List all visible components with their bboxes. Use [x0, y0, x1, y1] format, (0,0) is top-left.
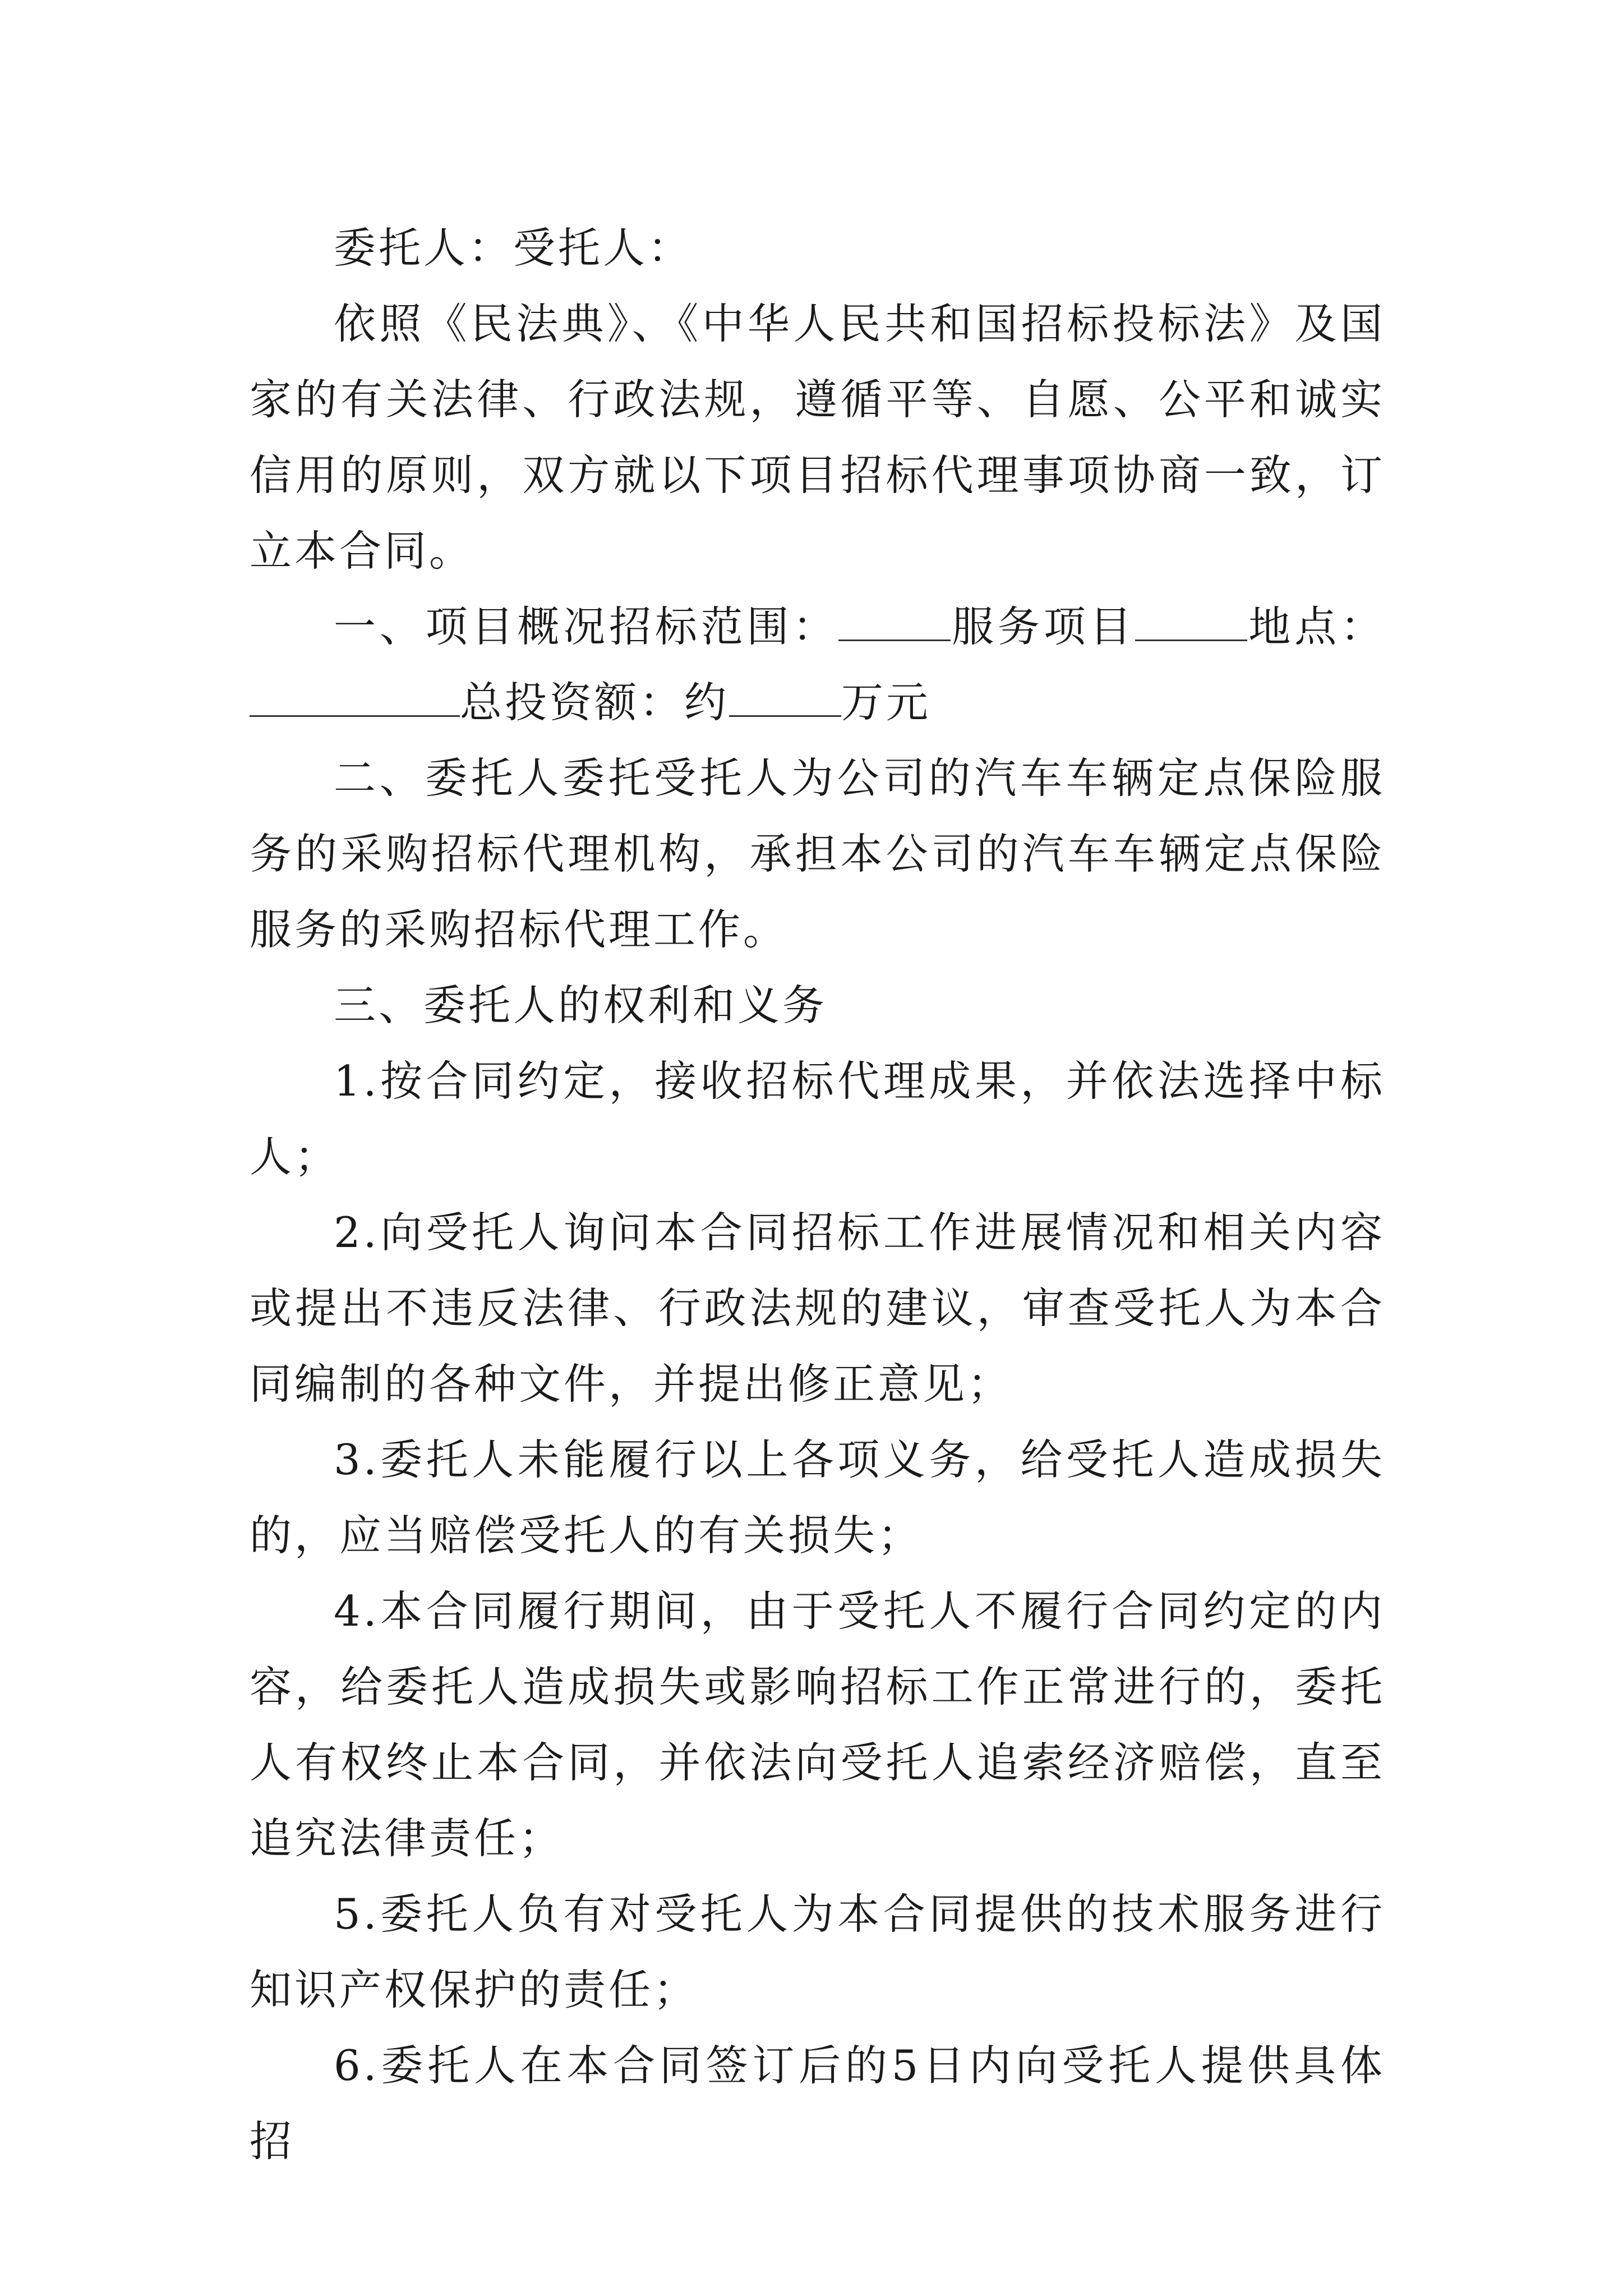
list-item: 1.按合同约定，接收招标代理成果，并依法选择中标人；: [250, 1056, 1385, 1181]
contract-body: [250, 210, 1385, 2179]
list-item: 4.本合同履行期间，由于受托人不履行合同约定的内容，给委托人造成损失或影响招标工作正常进行的，委托人有权终止本合同，并依法向受托人追索经济赔偿，直至追究法律责任；: [250, 1586, 1385, 1863]
service-label: 服务项目: [951, 602, 1136, 651]
blank-field: [838, 596, 951, 641]
blank-field: [1135, 596, 1247, 641]
section-3-heading: 三、委托人的权利和义务: [334, 981, 828, 1030]
blank-field: [729, 671, 841, 717]
list-item: 2.向受托人询问本合同招标工作进展情况和相关内容或提出不违反法律、行政法规的建议，审查受托人为本合同编制的各种文件，并提出修正意见；: [250, 1208, 1385, 1409]
list-item: 5.委托人负有对受托人为本合同提供的技术服务进行知识产权保护的责任；: [250, 1889, 1385, 2014]
parties-line: 委托人：受托人：: [334, 223, 693, 273]
list-item: 3.委托人未能履行以上各项义务，给受托人造成损失的，应当赔偿受托人的有关损失；: [250, 1435, 1385, 1560]
investment-label: 总投资额：约: [460, 678, 730, 727]
section-1-paragraph: [250, 589, 1385, 740]
section-2-paragraph: 二、委托人委托受托人为公司的汽车车辆定点保险服务的采购招标代理机构，承担本公司的汽车车辆定点保险服务的采购招标代理工作。: [250, 753, 1385, 954]
location-label: 地点：: [1247, 602, 1385, 651]
section-1-label: 一、项目概况招标范围：: [334, 602, 839, 651]
preamble-paragraph: 依照《民法典》、《中华人民共和国招标投标法》及国家的有关法律、行政法规，遵循平等、自愿、公平和诚实信用的原则，双方就以下项目招标代理事项协商一致，订立本合同。: [250, 299, 1385, 576]
blank-field: [250, 671, 460, 717]
list-item: 6.委托人在本合同签订后的5日内向受托人提供具体招: [250, 2041, 1385, 2166]
unit-label: 万元: [841, 678, 932, 727]
